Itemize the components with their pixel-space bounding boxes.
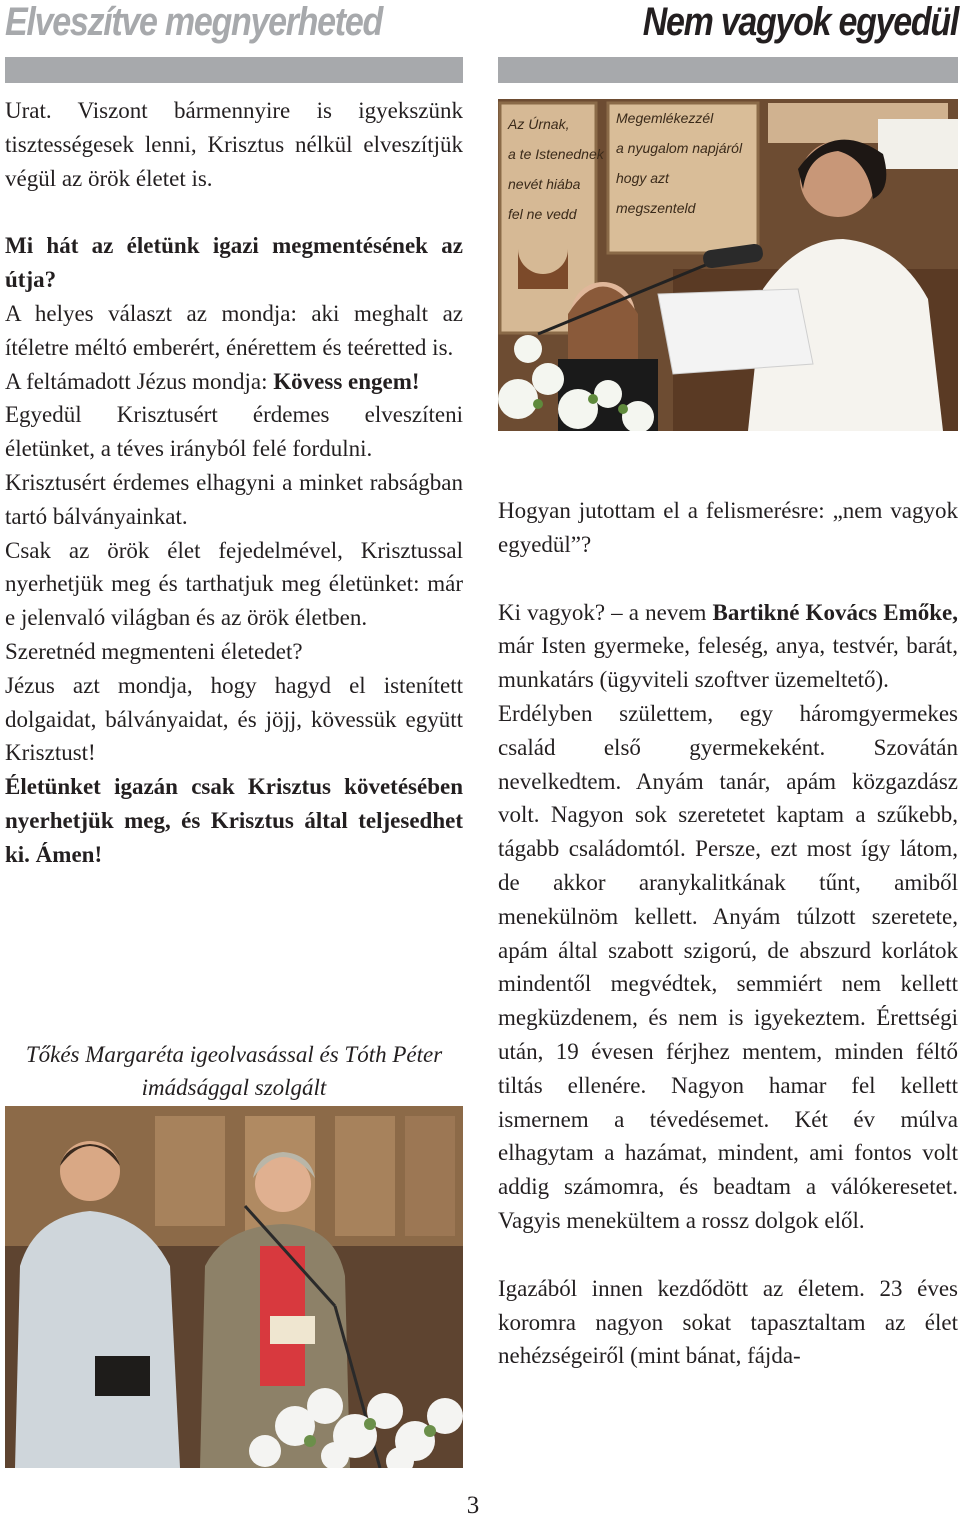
left-header-title: Elveszítve megnyerheted bbox=[5, 0, 382, 44]
question-heading: Mi hát az életünk igazi megmentésének az útja? bbox=[5, 233, 463, 293]
paragraph: Erdélyben születtem, egy háromgyermekes család első gyermekeként. Szovátán nevelkedtem. Anyám tanár, apám közgazdász volt. Nagyon sok szeretetet kaptam a szűkebb, tágabb családomtól. Persze, ezt most így látom, de akkor aranykalitkának tűnt, amiből menekülnöm kellett. Anyám túlzott szeretete, apám által szabott szigorú, de abszurd korlátok mindentől megvédtek, semmiért nem kellett megküzdenem, és nem is igyekeztem. Érettségi után, 19 évesen férjhez mentem, minden féltő tiltás ellenére. Nagyon hamar fel kellett ismernem a tévedésemet. Két év múlva elhagytam a hazámat, mindent, ami fontos volt addig számomra, és beadtam a válókeresetet. Vagyis menekültem a rossz dolgok elől. bbox=[498, 700, 958, 1233]
paragraph: Krisztusért érdemes elhagyni a minket rabságban tartó bálványainkat. bbox=[5, 469, 463, 529]
right-header-title: Nem vagyok egyedül bbox=[642, 0, 958, 44]
paragraph: Csak az örök élet fejedelmével, Krisztussal nyerhetjük meg és tarthatjuk meg életünket: már e jelenvaló világban és az örök életben. bbox=[5, 537, 463, 631]
plaque-text: hogy azt bbox=[616, 170, 669, 186]
photo-woman-reading bbox=[498, 99, 958, 431]
right-header-bar bbox=[498, 57, 958, 83]
plaque-text: Megemlékezzél bbox=[616, 110, 714, 126]
paragraph: A helyes választ az mondja: aki meghalt az ítéletre méltó emberért, énérettem és teéretted is. bbox=[5, 300, 463, 360]
paragraph: Jézus azt mondja, hogy hagyd el istenített dolgaidat, bálványaidat, és jöjj, kövessük együtt Krisztust! bbox=[5, 672, 463, 766]
paragraph: Szeretnéd megmenteni életedet? bbox=[5, 638, 303, 664]
right-article-body bbox=[498, 494, 958, 1373]
photo-two-readers bbox=[5, 1106, 463, 1468]
paragraph: A feltámadott Jézus mondja: Kövess engem! bbox=[5, 368, 420, 394]
paragraph: Egyedül Krisztusért érdemes elveszíteni életünket, a téves irányból felé fordulni. bbox=[5, 402, 463, 462]
plaque-text: nevét hiába bbox=[508, 176, 581, 192]
left-column bbox=[5, 0, 463, 1100]
paragraph: Ki vagyok? – a nevem Bartikné Kovács Emőke, már Isten gyermeke, feleség, anya, testvér, barát, munkatárs (ügyviteli szoftver üzemeltető). bbox=[498, 599, 958, 693]
intro-question: Hogyan jutottam el a felismerésre: „nem vagyok egyedül”? bbox=[498, 498, 958, 557]
right-column bbox=[498, 0, 958, 1369]
photo-caption: Tőkés Margaréta igeolvasással és Tóth Péter imádsággal szolgált bbox=[25, 1042, 443, 1100]
paragraph: Igazából innen kezdődött az életem. 23 éves koromra nagyon sokat tapasztaltam az élet nehézségeiről (mint bánat, fájda- bbox=[498, 1275, 958, 1369]
closing-bold-paragraph: Életünket igazán csak Krisztus követésében nyerhetjük meg, és Krisztus által teljesedhet ki. Ámen! bbox=[5, 774, 463, 867]
plaque-text: megszenteld bbox=[616, 200, 696, 216]
left-header-bar bbox=[5, 57, 463, 83]
paragraph: Urat. Viszont bármennyire is igyekszünk tisztességesek lenni, Krisztus nélkül elveszítjük végül az örök életet is. bbox=[5, 98, 463, 191]
plaque-text: a te Istenednek bbox=[508, 146, 604, 162]
left-article-body bbox=[5, 94, 463, 872]
plaque-text: a nyugalom napjáról bbox=[616, 140, 743, 156]
plaque-text: fel ne vedd bbox=[508, 206, 577, 222]
plaque-text: Az Úrnak, bbox=[508, 116, 570, 132]
page-number: 3 bbox=[466, 1492, 480, 1519]
